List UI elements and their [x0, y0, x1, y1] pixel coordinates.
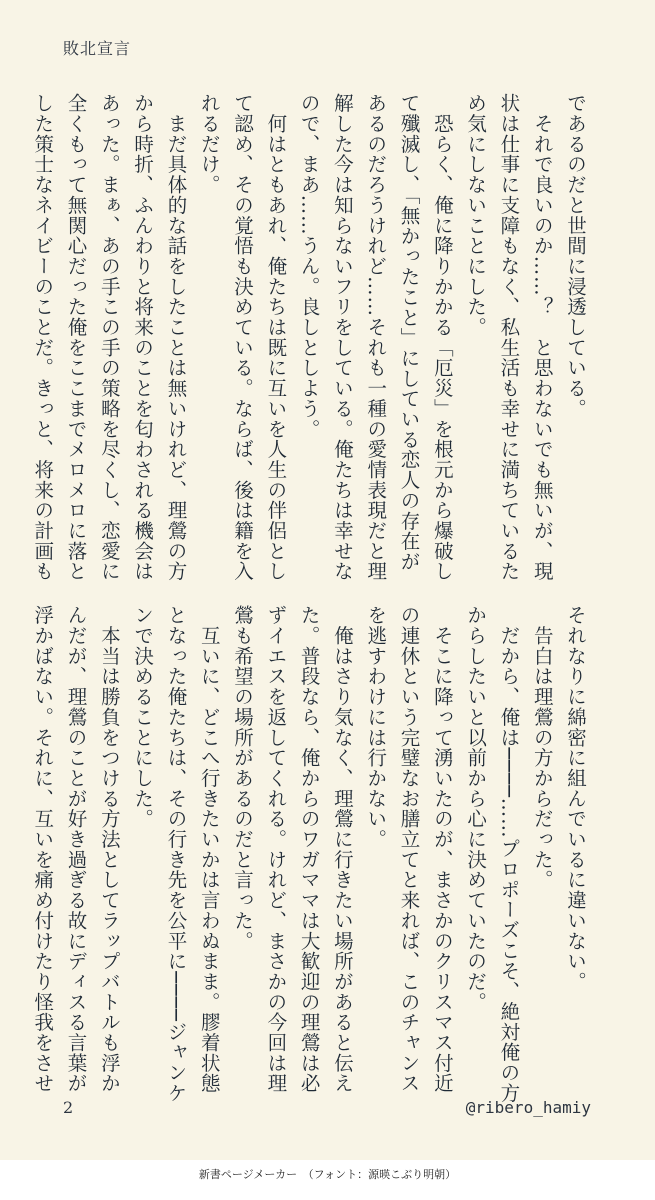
text-line: それなりに綿密に組んでいるに違いない。: [564, 605, 587, 992]
text-line: であるのだと世間に浸透している。: [564, 93, 587, 419]
text-line: れるだけ。: [197, 93, 221, 195]
text-line: て殲滅し、「無かったこと」にしている恋人の存在が: [397, 93, 421, 572]
text-line: 状は仕事に支障もなく、私生活も幸せに満ちているた: [497, 93, 521, 582]
text-line: 本当は勝負をつける方法としてラップバトルも浮か: [97, 605, 121, 1094]
text-line: そこに降って湧いたのが、まさかのクリスマス付近: [430, 605, 454, 1094]
text-line: だから、俺は────……プロポーズこそ、絶対俺の方: [497, 605, 521, 1104]
text-line: ンで決めることにした。: [131, 605, 155, 829]
text-line: 互いに、どこへ行きたいかは言わぬまま。膠着状態: [197, 605, 221, 1094]
text-line: た。普段なら、俺からのワガママは大歓迎の理鶯は必: [297, 605, 321, 1094]
text-line: まだ具体的な話をしたことは無いけれど、理鶯の方: [164, 93, 188, 582]
lower-text-block: [31, 605, 592, 1104]
text-line: の連休という完璧なお膳立てと来れば、このチャンス: [397, 605, 421, 1094]
text-line: からしたいと以前から心に決めていたのだ。: [464, 605, 488, 1012]
text-line: んだが、理鶯のことが好き過ぎる故にディスる言葉が: [64, 605, 88, 1094]
upper-text-block: [31, 93, 592, 582]
text-line: 恐らく、俺に降りかかる「厄災」を根元から爆破し: [430, 93, 454, 582]
text-line: から時折、ふんわりと将来のことを匂わされる機会は: [131, 93, 155, 582]
text-line: した策士なネイビーのことだ。きっと、将来の計画も: [31, 93, 55, 582]
text-line: て認め、その覚悟も決めている。ならば、後は籍を入: [231, 93, 255, 582]
text-line: 解した今は知らないフリをしている。俺たちは幸せな: [330, 93, 354, 582]
text-line: 鶯も希望の場所があるのだと言った。: [231, 605, 255, 951]
text-line: を逃すわけには行かない。: [364, 605, 388, 850]
text-line: それで良いのか……？ と思わないでも無いが、現: [530, 93, 554, 582]
text-line: 全くもって無関心だった俺をここまでメロメロに落と: [64, 93, 88, 582]
text-line: 何はともあれ、俺たちは既に互いを人生の伴侶とし: [264, 93, 288, 582]
page-title: 敗北宣言: [63, 39, 132, 58]
credit-text: 新書ページメーカー （フォント：源暎こぶり明朝）: [198, 1168, 457, 1181]
text-line: ので、まあ……うん。良しとしよう。: [297, 93, 321, 439]
author-handle: @ribero_hamiy: [465, 1098, 591, 1117]
text-line: ずイエスを返してくれる。けれど、まさかの今回は理: [264, 605, 288, 1094]
text-line: となった俺たちは、その行き先を公平に────ジャンケ: [164, 605, 188, 1104]
page-number: 2: [63, 1098, 74, 1117]
text-line: 浮かばない。それに、互いを痛め付けたり怪我をさせ: [31, 605, 55, 1094]
text-line: 俺はさり気なく、理鶯に行きたい場所があると伝え: [330, 605, 354, 1094]
text-line: 告白は理鶯の方からだった。: [530, 605, 554, 890]
text-line: あるのだろうけれど……それも一種の愛情表現だと理: [364, 93, 388, 582]
text-line: あった。まぁ、あの手この手の策略を尽くし、恋愛に: [97, 93, 121, 582]
text-line: め気にしないことにした。: [464, 93, 488, 338]
